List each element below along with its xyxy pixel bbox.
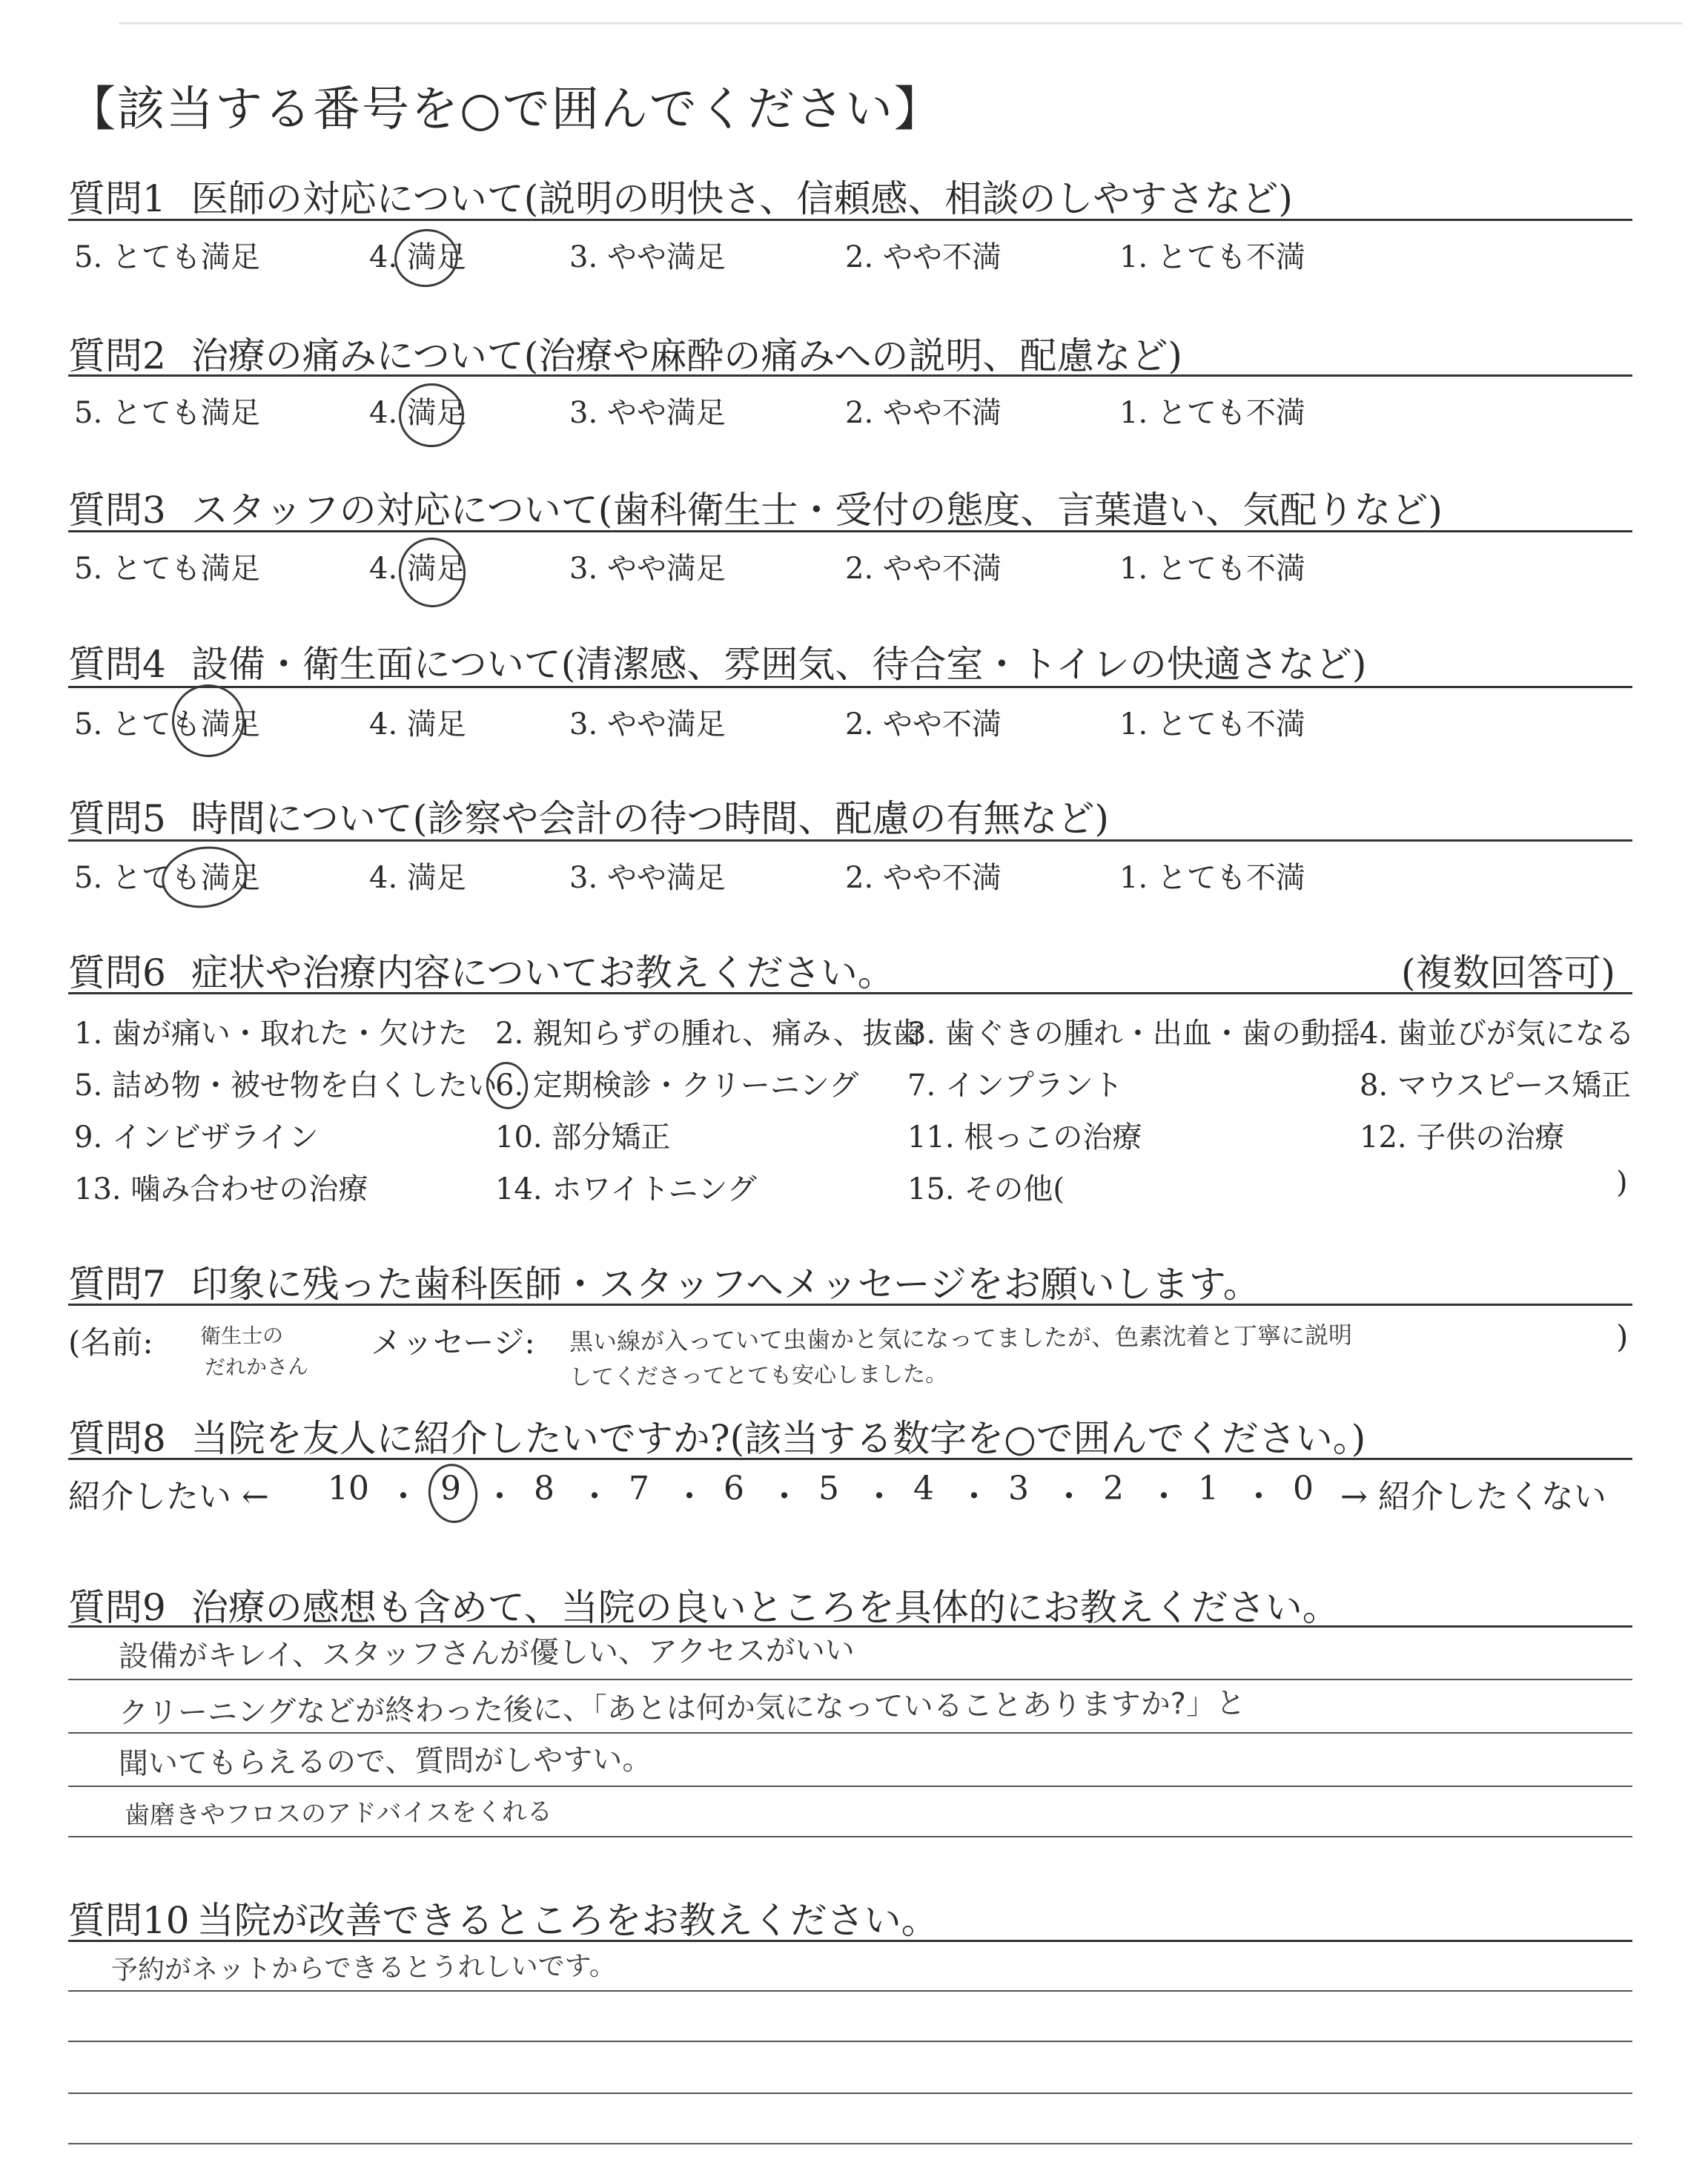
symptom-option[interactable]: 14. ホワイトニング xyxy=(495,1172,757,1206)
selection-circle xyxy=(158,841,251,913)
scale-left-label: 紹介したい ← xyxy=(68,1478,269,1516)
scale-value-8[interactable]: 8 xyxy=(534,1470,555,1507)
question-6 xyxy=(68,943,895,997)
scale-value-3[interactable]: 3 xyxy=(1008,1470,1029,1507)
name-label: (名前: xyxy=(68,1324,153,1361)
question-text: 当院が改善できるところをお教えください。 xyxy=(196,1899,939,1942)
question-text: 印象に残った歯科医師・スタッフへメッセージをお願いします。 xyxy=(191,1263,1260,1306)
scale-dot: ・ xyxy=(387,1478,420,1516)
question-divider xyxy=(68,1940,1632,1942)
handwritten-name: 衛生士の xyxy=(199,1323,284,1349)
question-divider xyxy=(68,219,1632,221)
option-3[interactable]: 3. やや満足 xyxy=(569,240,726,274)
question-4 xyxy=(68,635,1366,688)
symptom-option[interactable]: 15. その他( xyxy=(907,1172,1065,1206)
option-3[interactable]: 3. やや満足 xyxy=(569,707,726,742)
scale-dot: ・ xyxy=(578,1478,611,1516)
question-number: 質問2 xyxy=(68,334,166,377)
scale-value-2[interactable]: 2 xyxy=(1103,1470,1124,1507)
question-number: 質問6 xyxy=(68,951,166,994)
option-4[interactable]: 4. 満足 xyxy=(369,552,466,586)
symptom-option[interactable]: 1. 歯が痛い・取れた・欠けた xyxy=(74,1017,468,1051)
question-5 xyxy=(68,789,1109,842)
scale-value-1[interactable]: 1 xyxy=(1198,1470,1219,1507)
question-text: 当院を友人に紹介したいですか?(該当する数字を○で囲んでください。) xyxy=(191,1417,1366,1460)
question-divider xyxy=(68,374,1632,377)
answer-line xyxy=(68,1732,1632,1734)
question-number: 質問1 xyxy=(68,177,166,220)
question-divider xyxy=(68,1304,1632,1306)
question-divider xyxy=(68,992,1632,994)
question-divider xyxy=(68,530,1632,532)
symptom-option[interactable]: 8. マウスピース矯正 xyxy=(1360,1069,1632,1103)
question-2 xyxy=(68,326,1182,380)
option-5[interactable]: 5. とても満足 xyxy=(74,240,260,274)
question-divider xyxy=(68,839,1632,842)
answer-line xyxy=(68,1836,1632,1837)
option-5[interactable]: 5. とても満足 xyxy=(74,396,260,430)
symptom-option[interactable]: 6. 定期検診・クリーニング xyxy=(495,1069,859,1103)
option-5[interactable]: 5. とても満足 xyxy=(74,707,260,742)
handwritten-answer-line: 設備がキレイ、スタッフさんが優しい、アクセスがいい xyxy=(118,1633,855,1674)
other-close-paren: ) xyxy=(1616,1166,1628,1200)
option-4[interactable]: 4. 満足 xyxy=(369,396,466,430)
question-number: 質問5 xyxy=(68,797,166,840)
symptom-option[interactable]: 2. 親知らずの腫れ、痛み、抜歯 xyxy=(495,1017,922,1051)
question-3 xyxy=(68,480,1443,534)
option-3[interactable]: 3. やや満足 xyxy=(569,396,726,430)
question-number: 質問4 xyxy=(68,643,166,686)
question-text: 治療の感想も含めて、当院の良いところを具体的にお教えください。 xyxy=(191,1586,1340,1629)
handwritten-answer-line: 歯磨きやフロスのアドバイスをくれる xyxy=(124,1797,553,1831)
multiple-answers-note: (複数回答可) xyxy=(1400,951,1615,994)
option-2[interactable]: 2. やや不満 xyxy=(845,240,1002,274)
option-1[interactable]: 1. とても不満 xyxy=(1119,240,1305,274)
scale-dot: ・ xyxy=(958,1478,990,1516)
question-10 xyxy=(68,1891,939,1944)
message-close-paren: ) xyxy=(1616,1318,1629,1355)
scale-value-10[interactable]: 10 xyxy=(328,1470,369,1507)
scale-dot: ・ xyxy=(863,1478,896,1516)
question-number: 質問8 xyxy=(68,1417,166,1460)
scale-dot: ・ xyxy=(1242,1478,1275,1516)
scale-dot: ・ xyxy=(673,1478,706,1516)
symptom-option[interactable]: 7. インプラント xyxy=(907,1069,1123,1103)
question-text: スタッフの対応について(歯科衛生士・受付の態度、言葉遣い、気配りなど) xyxy=(191,489,1443,532)
question-number: 質問3 xyxy=(68,489,166,532)
handwritten-answer-line: クリーニングなどが終わった後に、「あとは何か気になっていることありますか?」と xyxy=(118,1686,1246,1731)
message-label: メッセージ: xyxy=(371,1324,535,1361)
symptom-option[interactable]: 12. 子供の治療 xyxy=(1360,1120,1565,1155)
answer-line xyxy=(68,1990,1632,1992)
option-4[interactable]: 4. 満足 xyxy=(369,707,466,742)
question-text: 治療の痛みについて(治療や麻酔の痛みへの説明、配慮など) xyxy=(191,334,1182,377)
scale-value-4[interactable]: 4 xyxy=(913,1470,934,1507)
option-2[interactable]: 2. やや不満 xyxy=(845,707,1002,742)
answer-line xyxy=(68,1679,1632,1680)
scale-value-9[interactable]: 9 xyxy=(440,1470,461,1507)
scan-edge-line xyxy=(119,22,1683,24)
scale-dot: ・ xyxy=(768,1478,801,1516)
scale-value-5[interactable]: 5 xyxy=(818,1470,839,1507)
option-5[interactable]: 5. とても満足 xyxy=(74,861,260,895)
question-9 xyxy=(68,1578,1340,1631)
option-3[interactable]: 3. やや満足 xyxy=(569,552,726,586)
option-3[interactable]: 3. やや満足 xyxy=(569,861,726,895)
option-2[interactable]: 2. やや不満 xyxy=(845,861,1002,895)
scale-dot: ・ xyxy=(1053,1478,1085,1516)
scale-right-label: → 紹介したくない xyxy=(1340,1478,1606,1516)
question-divider xyxy=(68,1458,1632,1460)
question-8 xyxy=(68,1409,1366,1462)
question-text: 症状や治療内容についてお教えください。 xyxy=(191,951,895,994)
answer-line xyxy=(68,2093,1632,2094)
handwritten-message: してくださってとても安心しました。 xyxy=(569,1361,948,1391)
answer-line xyxy=(68,1786,1632,1787)
scale-dot: ・ xyxy=(483,1478,516,1516)
symptom-option[interactable]: 10. 部分矯正 xyxy=(495,1120,671,1155)
selection-circle xyxy=(425,1461,481,1526)
handwritten-answer-line: 予約がネットからできるとうれしいです。 xyxy=(110,1951,616,1986)
handwritten-message: 黒い線が入っていて虫歯かと気になってましたが、色素沈着と丁寧に説明 xyxy=(569,1321,1353,1356)
symptom-option[interactable]: 11. 根っこの治療 xyxy=(907,1120,1142,1155)
question-7 xyxy=(68,1255,1260,1308)
instruction-header: 【該当する番号を○で囲んでください】 xyxy=(68,82,943,137)
selection-circle xyxy=(168,680,250,762)
question-1 xyxy=(68,169,1293,222)
answer-line xyxy=(68,2143,1632,2144)
answer-line xyxy=(68,2041,1632,2042)
option-1[interactable]: 1. とても不満 xyxy=(1119,396,1305,430)
symptom-option[interactable]: 5. 詰め物・被せ物を白くしたい xyxy=(74,1069,497,1103)
option-1[interactable]: 1. とても不満 xyxy=(1119,552,1305,586)
option-4[interactable]: 4. 満足 xyxy=(369,240,466,274)
scale-value-7[interactable]: 7 xyxy=(629,1470,649,1507)
option-1[interactable]: 1. とても不満 xyxy=(1119,707,1305,742)
symptom-option[interactable]: 4. 歯並びが気になる xyxy=(1360,1017,1635,1051)
question-divider xyxy=(68,686,1632,688)
scale-dot: ・ xyxy=(1148,1478,1180,1516)
question-text: 時間について(診察や会計の待つ時間、配慮の有無など) xyxy=(191,797,1109,840)
question-number: 質問9 xyxy=(68,1586,166,1629)
handwritten-answer-line: 聞いてもらえるので、質問がしやすい。 xyxy=(118,1742,652,1782)
symptom-option[interactable]: 9. インビザライン xyxy=(74,1120,319,1155)
handwritten-name: だれかさん xyxy=(204,1354,309,1380)
scale-value-0[interactable]: 0 xyxy=(1293,1470,1314,1507)
option-5[interactable]: 5. とても満足 xyxy=(74,552,260,586)
question-text: 医師の対応について(説明の明快さ、信頼感、相談のしやすさなど) xyxy=(191,177,1293,220)
option-2[interactable]: 2. やや不満 xyxy=(845,552,1002,586)
option-1[interactable]: 1. とても不満 xyxy=(1119,861,1305,895)
symptom-option[interactable]: 13. 噛み合わせの治療 xyxy=(74,1172,368,1206)
symptom-option[interactable]: 3. 歯ぐきの腫れ・出血・歯の動揺 xyxy=(907,1017,1360,1051)
scale-value-6[interactable]: 6 xyxy=(724,1470,744,1507)
option-2[interactable]: 2. やや不満 xyxy=(845,396,1002,430)
question-number: 質問10 xyxy=(68,1899,190,1942)
option-4[interactable]: 4. 満足 xyxy=(369,861,466,895)
question-number: 質問7 xyxy=(68,1263,166,1306)
question-text: 設備・衛生面について(清潔感、雰囲気、待合室・トイレの快適さなど) xyxy=(191,643,1367,686)
